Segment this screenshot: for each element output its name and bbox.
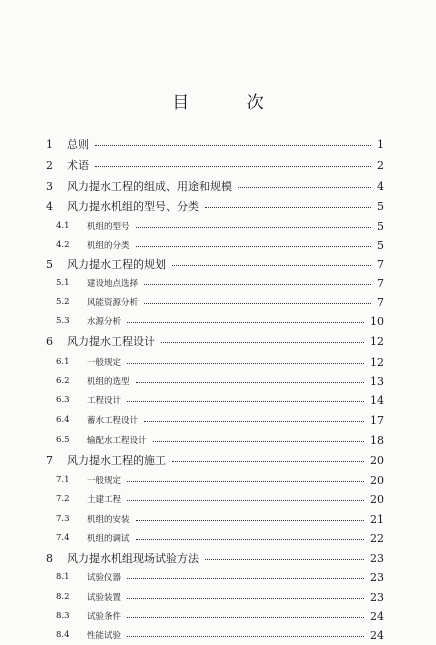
toc-section[interactable]	[0, 588, 436, 606]
toc-title: 机组的安装	[87, 515, 130, 525]
toc-number: 7.4	[56, 533, 70, 543]
toc-number: 7.1	[56, 475, 70, 485]
toc-title: 输配水工程设计	[87, 436, 147, 446]
toc-page-number: 23	[370, 551, 384, 565]
toc-page-number: 12	[370, 355, 384, 369]
toc-chapter[interactable]	[0, 332, 436, 350]
toc-page-number: 24	[370, 609, 384, 623]
toc-page-number: 7	[377, 276, 384, 290]
toc-leader-dots	[127, 321, 364, 323]
toc-page-number: 7	[377, 257, 384, 271]
toc-number: 6.3	[56, 395, 70, 405]
toc-page-number: 24	[370, 628, 384, 642]
toc-page-number: 23	[370, 590, 384, 604]
toc-title: 土建工程	[87, 495, 122, 505]
toc-section[interactable]	[0, 391, 436, 409]
toc-section[interactable]	[0, 431, 436, 449]
toc-title: 机组的型号	[87, 222, 130, 232]
toc-leader-dots	[144, 420, 364, 422]
toc-leader-dots	[127, 635, 364, 637]
toc-number: 7.3	[56, 514, 70, 524]
toc-title: 机组的分类	[87, 241, 130, 251]
toc-page-number: 20	[370, 453, 384, 467]
toc-page-number: 14	[370, 393, 384, 407]
toc-title: 建设地点选择	[87, 279, 139, 289]
toc-leader-dots	[144, 283, 371, 285]
toc-number: 6.4	[56, 415, 70, 425]
toc-title: 风力提水工程的组成、用途和规模	[67, 180, 232, 193]
toc-title: 风力提水机组现场试验方法	[67, 552, 199, 565]
toc-leader-dots	[205, 206, 371, 208]
toc-number: 6.2	[56, 376, 70, 386]
toc-number: 3	[46, 179, 53, 193]
toc-title: 水源分析	[87, 317, 122, 327]
toc-page-number: 5	[377, 199, 384, 213]
toc-number: 5.1	[56, 278, 70, 288]
toc-section[interactable]	[0, 236, 436, 254]
toc-title: 试验仪器	[87, 573, 122, 583]
toc-section[interactable]	[0, 471, 436, 489]
toc-title: 一般规定	[87, 476, 122, 486]
toc-leader-dots	[136, 538, 364, 540]
toc-section[interactable]	[0, 626, 436, 644]
toc-title: 工程设计	[87, 396, 122, 406]
toc-page-number: 18	[370, 433, 384, 447]
toc-page-number: 20	[370, 473, 384, 487]
toc-title: 机组的调试	[87, 534, 130, 544]
toc-number: 6.5	[56, 435, 70, 445]
toc-number: 1	[46, 137, 53, 151]
toc-leader-dots	[127, 597, 364, 599]
toc-section[interactable]	[0, 372, 436, 390]
toc-section[interactable]	[0, 529, 436, 547]
toc-page-number: 22	[370, 531, 384, 545]
toc-page-number: 1	[377, 137, 384, 151]
toc-leader-dots	[127, 400, 364, 402]
toc-leader-dots	[238, 186, 371, 188]
toc-page-number: 10	[370, 314, 384, 328]
toc-number: 7.2	[56, 494, 70, 504]
toc-section[interactable]	[0, 490, 436, 508]
toc-page-number: 5	[377, 219, 384, 233]
toc-number: 5	[46, 257, 53, 271]
toc-chapter[interactable]	[0, 549, 436, 567]
toc-title: 术语	[67, 159, 89, 172]
toc-page-number: 5	[377, 238, 384, 252]
toc-section[interactable]	[0, 568, 436, 586]
toc-number: 7	[46, 453, 53, 467]
toc-number: 5.3	[56, 316, 70, 326]
toc-chapter[interactable]	[0, 177, 436, 195]
toc-chapter[interactable]	[0, 135, 436, 153]
toc-leader-dots	[172, 460, 364, 462]
toc-leader-dots	[153, 440, 364, 442]
toc-number: 6	[46, 334, 53, 348]
toc-title: 风能资源分析	[87, 298, 139, 308]
toc-number: 8.4	[56, 630, 70, 640]
toc-leader-dots	[136, 381, 364, 383]
toc-title: 风力提水机组的型号、分类	[67, 200, 199, 213]
toc-leader-dots	[205, 558, 364, 560]
toc-title: 总则	[67, 138, 89, 151]
toc-section[interactable]	[0, 353, 436, 371]
toc-title: 风力提水工程的规划	[67, 258, 166, 271]
toc-leader-dots	[95, 144, 371, 146]
toc-page-number: 23	[370, 570, 384, 584]
toc-number: 4.2	[56, 240, 70, 250]
toc-title: 机组的选型	[87, 377, 130, 387]
toc-page-number: 7	[377, 295, 384, 309]
toc-leader-dots	[172, 264, 371, 266]
toc-leader-dots	[127, 577, 364, 579]
toc-leader-dots	[95, 165, 371, 167]
toc-number: 5.2	[56, 297, 70, 307]
toc-page-number: 21	[370, 512, 384, 526]
toc-leader-dots	[127, 499, 364, 501]
toc-page-number: 13	[370, 374, 384, 388]
toc-number: 2	[46, 158, 53, 172]
toc-page-number: 17	[370, 413, 384, 427]
toc-section[interactable]	[0, 510, 436, 528]
toc-chapter[interactable]	[0, 255, 436, 273]
toc-leader-dots	[127, 362, 364, 364]
toc-chapter[interactable]	[0, 197, 436, 215]
toc-section[interactable]	[0, 607, 436, 625]
toc-title: 性能试验	[87, 631, 122, 641]
toc-section[interactable]	[0, 411, 436, 429]
toc-number: 6.1	[56, 357, 70, 367]
toc-section[interactable]	[0, 293, 436, 311]
toc-leader-dots	[136, 245, 371, 247]
toc-number: 8.1	[56, 572, 70, 582]
toc-chapter[interactable]	[0, 451, 436, 469]
toc-number: 4	[46, 199, 53, 213]
toc-title: 试验装置	[87, 593, 122, 603]
toc-title: 试验条件	[87, 612, 122, 622]
toc-page-number: 20	[370, 492, 384, 506]
toc-leader-dots	[127, 616, 364, 618]
toc-title: 一般规定	[87, 358, 122, 368]
toc-section[interactable]	[0, 217, 436, 235]
toc-leader-dots	[161, 341, 364, 343]
toc-section[interactable]	[0, 312, 436, 330]
toc-title: 蓄水工程设计	[87, 416, 139, 426]
toc-number: 8.3	[56, 611, 70, 621]
toc-leader-dots	[136, 519, 364, 521]
toc-page-number: 12	[370, 334, 384, 348]
toc-title: 风力提水工程的施工	[67, 454, 166, 467]
page-title: 目 次	[172, 93, 290, 113]
toc-number: 4.1	[56, 221, 70, 231]
toc-section[interactable]	[0, 274, 436, 292]
toc-leader-dots	[127, 480, 364, 482]
toc-number: 8.2	[56, 592, 70, 602]
toc-number: 8	[46, 551, 53, 565]
toc-page-number: 4	[377, 179, 384, 193]
toc-page-number: 2	[377, 158, 384, 172]
toc-chapter[interactable]	[0, 156, 436, 174]
toc-title: 风力提水工程设计	[67, 335, 155, 348]
toc-leader-dots	[136, 226, 371, 228]
toc-leader-dots	[144, 302, 371, 304]
